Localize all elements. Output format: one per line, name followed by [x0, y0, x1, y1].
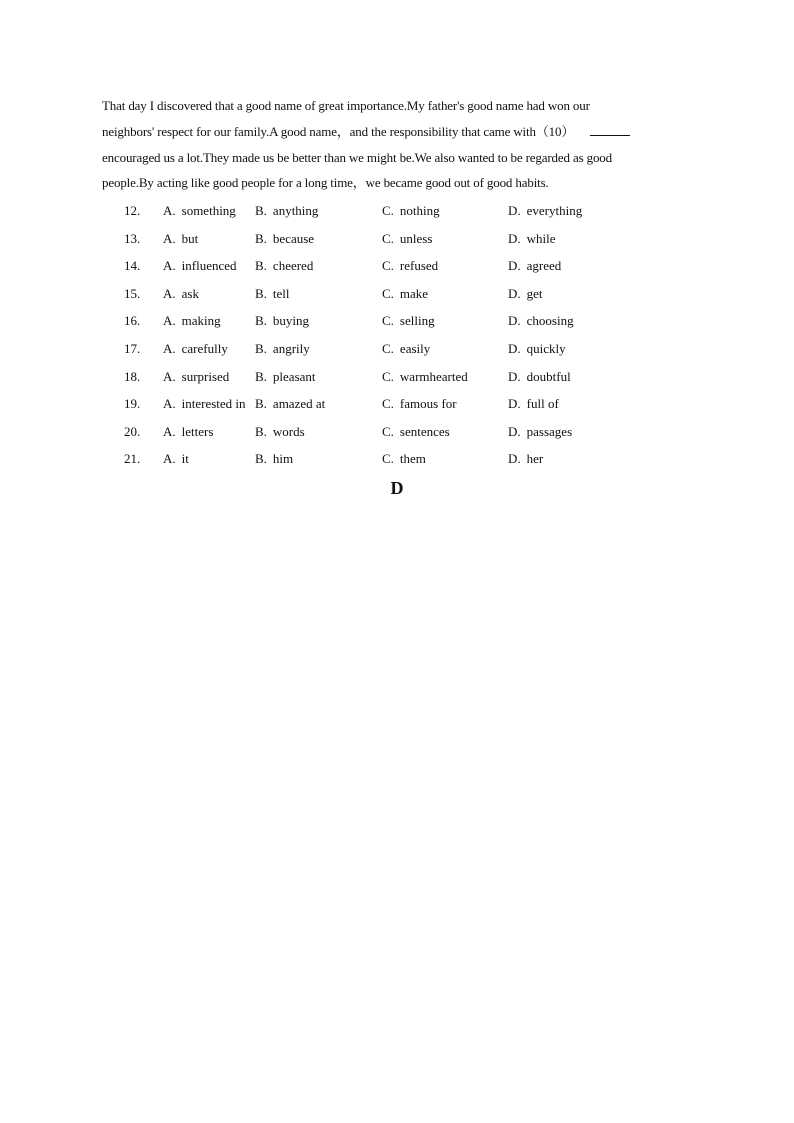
option-letter: D.	[508, 340, 521, 356]
answer-option	[255, 307, 309, 335]
option-letter: D.	[508, 368, 521, 384]
option-text: because	[272, 230, 315, 246]
option-letter: B.	[255, 203, 267, 218]
option-text: refused	[399, 258, 439, 274]
option-letter: C.	[382, 285, 394, 301]
option-letter: A.	[163, 423, 176, 439]
option-letter: A.	[163, 451, 176, 467]
option-text: him	[272, 451, 294, 467]
option-text: cheered	[272, 258, 314, 274]
question-list	[0, 197, 794, 473]
option-text: unless	[399, 230, 433, 246]
option-text: passages	[526, 423, 573, 439]
question-row	[0, 225, 794, 253]
passage-line-text: neighbors' respect for our family.A good name，and the responsibility that came with（10）	[102, 123, 575, 139]
option-text: letters	[181, 423, 214, 439]
question-row	[0, 197, 794, 225]
question-number: 19.	[124, 396, 141, 412]
option-letter: C.	[382, 340, 394, 356]
answer-option	[255, 280, 290, 308]
option-text: pleasant	[272, 368, 316, 384]
answer-option	[163, 445, 189, 473]
answer-option	[382, 307, 435, 335]
answer-option	[508, 363, 571, 391]
option-letter: D.	[508, 230, 521, 246]
passage-line-with-blank	[102, 119, 682, 145]
answer-option	[382, 418, 450, 446]
answer-option	[382, 445, 426, 473]
option-text: anything	[272, 203, 319, 218]
answer-option	[382, 252, 438, 280]
answer-option	[382, 197, 440, 225]
answer-blank	[590, 123, 630, 136]
option-letter: D.	[508, 285, 521, 301]
option-letter: D.	[508, 423, 521, 439]
answer-option	[163, 390, 246, 418]
passage-line: That day I discovered that a good name of great importance.My father's good name had won our	[102, 98, 590, 113]
answer-option	[255, 197, 318, 225]
option-text: them	[399, 451, 426, 467]
answer-option	[163, 307, 221, 335]
option-letter: A.	[163, 285, 176, 301]
answer-option	[508, 390, 559, 418]
answer-option	[255, 445, 293, 473]
option-text: but	[181, 230, 199, 246]
answer-option	[163, 225, 198, 253]
question-row	[0, 390, 794, 418]
answer-option	[508, 335, 566, 363]
question-number: 12.	[124, 203, 141, 218]
answer-option	[255, 390, 325, 418]
option-text: tell	[272, 285, 290, 301]
option-text: while	[526, 230, 556, 246]
option-text: influenced	[181, 258, 237, 274]
question-number: 20.	[124, 423, 141, 439]
option-letter: A.	[163, 258, 176, 274]
option-letter: C.	[382, 396, 394, 412]
answer-option	[163, 335, 228, 363]
answer-option	[163, 252, 237, 280]
passage-line: encouraged us a lot.They made us be better than we might be.We also wanted to be regarded as good	[102, 149, 613, 165]
option-text: interested in	[181, 396, 246, 412]
option-text: sentences	[399, 423, 450, 439]
answer-option	[255, 252, 313, 280]
option-letter: B.	[255, 285, 267, 301]
question-number: 18.	[124, 368, 141, 384]
option-letter: B.	[255, 396, 267, 412]
question-row	[0, 252, 794, 280]
answer-option	[382, 363, 468, 391]
question-row	[0, 335, 794, 363]
option-letter: B.	[255, 423, 267, 439]
option-text: easily	[399, 340, 431, 356]
option-letter: B.	[255, 368, 267, 384]
option-letter: C.	[382, 451, 394, 467]
answer-option	[508, 252, 561, 280]
answer-option	[508, 225, 556, 253]
answer-option	[382, 280, 428, 308]
answer-option	[163, 363, 229, 391]
question-row	[0, 307, 794, 335]
option-letter: A.	[163, 313, 176, 329]
option-letter: D.	[508, 313, 521, 329]
option-text: angrily	[272, 340, 310, 356]
question-row	[0, 363, 794, 391]
option-text: it	[181, 451, 189, 467]
option-text: make	[399, 285, 429, 301]
answer-option	[255, 363, 316, 391]
option-text: warmhearted	[399, 368, 468, 384]
option-text: famous for	[399, 396, 457, 412]
answer-option	[508, 445, 543, 473]
section-heading: D	[390, 478, 404, 498]
question-row	[0, 418, 794, 446]
answer-option	[382, 335, 430, 363]
option-text: ask	[181, 285, 199, 301]
option-text: amazed at	[272, 396, 326, 412]
answer-option	[508, 280, 543, 308]
option-letter: C.	[382, 368, 394, 384]
option-letter: A.	[163, 368, 176, 384]
option-letter: B.	[255, 230, 267, 246]
option-letter: C.	[382, 230, 394, 246]
option-text: nothing	[399, 203, 440, 218]
option-letter: C.	[382, 203, 394, 218]
answer-option	[382, 225, 432, 253]
question-number: 21.	[124, 451, 141, 467]
option-text: get	[526, 285, 543, 301]
option-text: selling	[399, 313, 435, 329]
option-letter: A.	[163, 230, 176, 246]
option-letter: B.	[255, 340, 267, 356]
answer-option	[163, 280, 199, 308]
option-letter: D.	[508, 396, 521, 412]
passage-line: people.By acting like good people for a long time，we became good out of good habits.	[102, 175, 549, 191]
answer-option	[382, 390, 457, 418]
option-letter: C.	[382, 313, 394, 329]
answer-option	[508, 418, 572, 446]
answer-option	[508, 307, 574, 335]
question-number: 17.	[124, 340, 141, 356]
option-text: her	[526, 451, 544, 467]
option-letter: A.	[163, 396, 176, 412]
option-text: words	[272, 423, 305, 439]
option-text: choosing	[526, 313, 574, 329]
answer-option	[163, 197, 236, 225]
answer-option	[508, 197, 582, 225]
option-letter: C.	[382, 258, 394, 274]
question-number: 15.	[124, 285, 141, 301]
option-text: carefully	[181, 340, 228, 356]
reading-passage	[102, 93, 682, 196]
answer-option	[255, 335, 310, 363]
question-row	[0, 280, 794, 308]
question-number: 14.	[124, 258, 141, 274]
option-letter: B.	[255, 313, 267, 329]
answer-option	[255, 225, 314, 253]
option-text: everything	[526, 203, 583, 218]
option-letter: B.	[255, 258, 267, 274]
question-row	[0, 445, 794, 473]
option-text: full of	[526, 396, 559, 412]
option-text: quickly	[526, 340, 566, 356]
option-text: doubtful	[526, 368, 571, 384]
option-text: surprised	[181, 368, 230, 384]
option-letter: D.	[508, 258, 521, 274]
option-text: buying	[272, 313, 310, 329]
option-text: agreed	[526, 258, 562, 274]
option-text: making	[181, 313, 221, 329]
option-letter: D.	[508, 451, 521, 467]
answer-option	[255, 418, 305, 446]
option-letter: B.	[255, 451, 267, 467]
answer-option	[163, 418, 213, 446]
option-letter: A.	[163, 203, 176, 218]
question-number: 13.	[124, 230, 141, 246]
question-number: 16.	[124, 313, 141, 329]
option-letter: D.	[508, 203, 521, 218]
option-letter: C.	[382, 423, 394, 439]
option-letter: A.	[163, 340, 176, 356]
option-text: something	[181, 203, 236, 218]
